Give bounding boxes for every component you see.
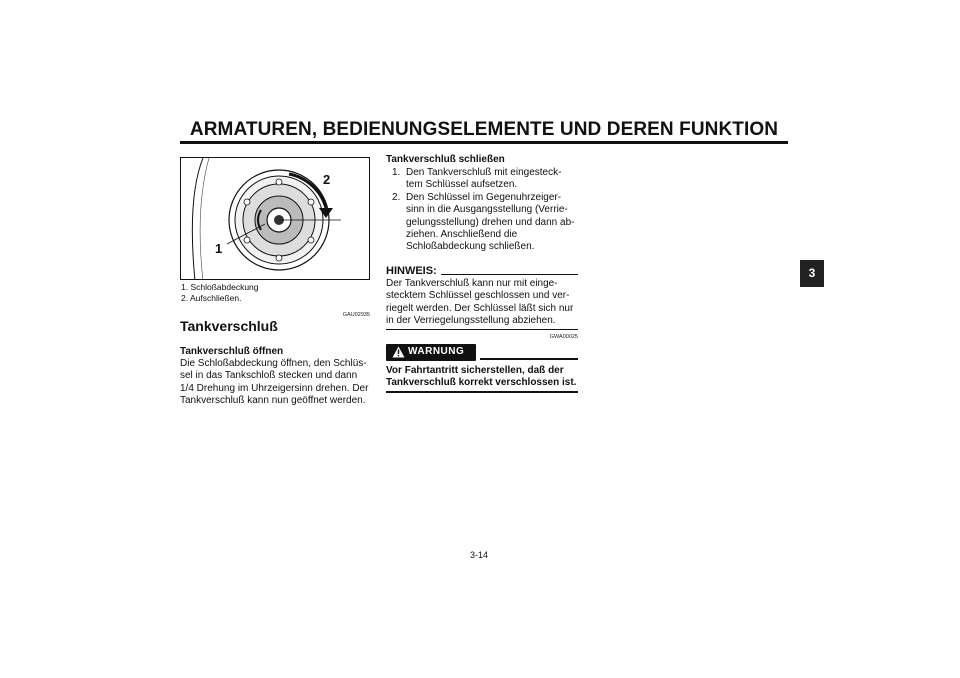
text-line: Den Tankverschluß mit eingesteck- <box>406 167 562 178</box>
warning-badge <box>386 344 476 361</box>
callout-1: 1 <box>215 241 223 256</box>
text-line: in der Verriegelungsstellung abziehen. <box>386 314 556 326</box>
text-line: Der Tankverschluß kann nur mit einge- <box>386 278 558 289</box>
page-title: ARMATUREN, BEDIENUNGSELEMENTE UND DEREN FUNKTION <box>189 119 779 140</box>
fuel-cap-illustration <box>181 158 370 280</box>
text-line: riegelt werden. Der Schlüssel läßt sich nur <box>386 302 574 314</box>
warning-label: WARNUNG <box>408 346 465 357</box>
close-heading: Tankverschluß schließen <box>386 154 505 165</box>
text-line: tem Schlüssel aufsetzen. <box>406 179 518 191</box>
figure-caption-1: 1. Schloßabdeckung <box>181 282 259 292</box>
title-rule <box>180 141 788 144</box>
warning-text <box>386 365 581 390</box>
text-line: stecktem Schlüssel geschlossen und ver- <box>386 290 570 302</box>
callout-2: 2 <box>323 172 331 187</box>
text-line: Tankverschluß kann nun geöffnet werden. <box>180 394 366 406</box>
text-line: Vor Fahrtantritt sicherstellen, daß der <box>386 365 564 376</box>
text-line: ziehen. Anschließend die <box>406 228 518 240</box>
list-item <box>392 167 592 193</box>
open-instructions <box>180 358 380 407</box>
note-text <box>386 278 586 327</box>
note-label: HINWEIS: <box>386 265 437 277</box>
text-line: Den Schlüssel im Gegenuhrzeiger- <box>406 192 562 203</box>
list-item <box>392 192 592 254</box>
text-line: Schloßabdeckung schließen. <box>406 241 535 253</box>
fuel-cap-figure <box>180 157 370 280</box>
warning-code: GWA00025 <box>549 334 578 340</box>
warning-bottom-rule <box>386 391 578 393</box>
step-number: 1. <box>392 167 401 178</box>
chapter-tab: 3 <box>800 260 824 287</box>
ref-code: GAU02935 <box>342 312 370 318</box>
text-line: Die Schloßabdeckung öffnen, den Schlüs- <box>180 358 367 369</box>
page-number: 3-14 <box>470 550 489 560</box>
note-rule <box>441 274 578 275</box>
warning-triangle-icon <box>392 346 405 358</box>
text-line: sinn in die Ausgangsstellung (Verrie- <box>406 204 568 216</box>
open-heading: Tankverschluß öffnen <box>180 346 284 357</box>
warning-rule <box>480 358 578 360</box>
step-number: 2. <box>392 192 401 203</box>
text-line: sel in das Tankschloß stecken und dann <box>180 370 358 382</box>
text-line: gelungsstellung) drehen und dann ab- <box>406 216 575 228</box>
text-line: 1/4 Drehung im Uhrzeigersinn drehen. Der <box>180 382 369 394</box>
section-title: Tankverschluß <box>180 318 278 334</box>
text-line: Tankverschluß korrekt verschlossen ist. <box>386 377 577 389</box>
figure-caption-2: 2. Aufschließen. <box>181 293 242 303</box>
note-bottom-rule <box>386 329 578 330</box>
